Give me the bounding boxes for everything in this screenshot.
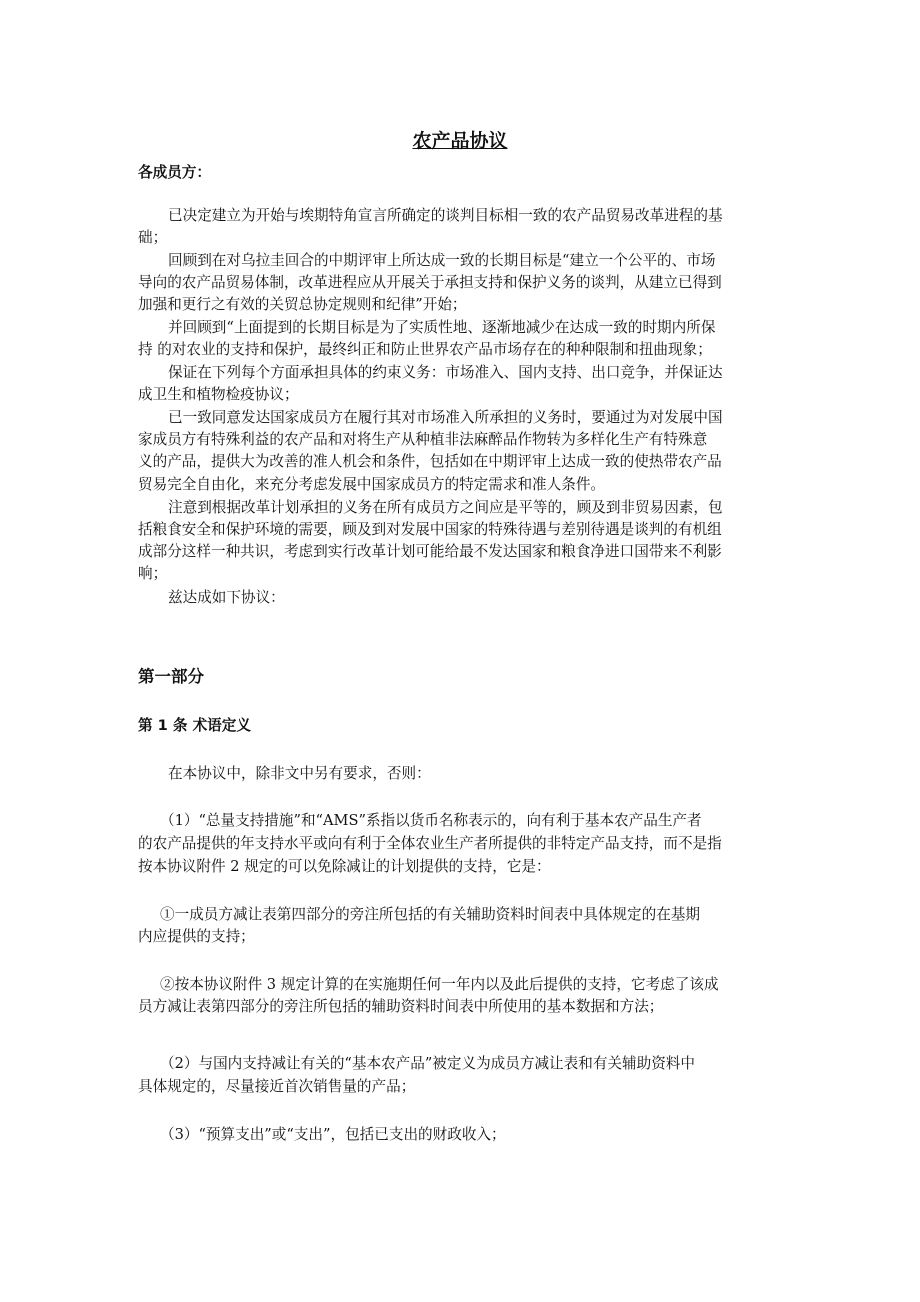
paragraph-line: 加强和更行之有效的关贸总协定规则和纪律”开始；: [138, 296, 467, 313]
paragraph-line: 贸易完全自由化，来充分考虑发展中国家成员方的特定需求和准人条件。: [138, 476, 606, 493]
paragraph-line: （2）与国内支持减让有关的“基本农产品”被定义为成员方减让表和有关辅助资料中: [160, 1055, 695, 1072]
paragraph-line: 员方减让表第四部分的旁注所包括的辅助资料时间表中所使用的基本数据和方法；: [138, 998, 664, 1015]
document-title: 农产品协议: [412, 130, 508, 152]
salutation: 各成员方：: [138, 164, 211, 181]
part-heading: 第一部分: [138, 667, 204, 686]
paragraph-line: 持 的对农业的支持和保护，最终纠正和防止世界农产品市场存在的种种限制和扭曲现象；: [138, 341, 712, 358]
paragraph-line: 按本协议附件 2 规定的可以免除减让的计划提供的支持，它是：: [138, 858, 551, 875]
paragraph-line: 具体规定的，尽量接近首次销售量的产品；: [138, 1078, 416, 1095]
paragraph-line: 内应提供的支持；: [138, 928, 255, 945]
paragraph-line: 义的产品，提供大为改善的准人机会和条件，包括如在中期评审上达成一致的使热带农产品: [138, 453, 722, 470]
paragraph-line: 已一致同意发达国家成员方在履行其对市场准入所承担的义务时，要通过为对发展中国: [168, 409, 723, 426]
paragraph-line: 成部分这样一种共识，考虑到实行改革计划可能给最不发达国家和粮食净进口国带来不利影: [138, 543, 722, 560]
paragraph-line: 括粮食安全和保护环境的需要，顾及到对发展中国家的特殊待遇与差别待遇是谈判的有机组: [138, 521, 722, 538]
paragraph-line: 回顾到在对乌拉圭回合的中期评审上所达成一致的长期目标是“建立一个公平的、市场: [168, 252, 716, 269]
paragraph-line: （1）“总量支持措施”和“AMS”系指以货币名称表示的，向有利于基本农产品生产者: [160, 812, 702, 829]
paragraph-line: 并回顾到“上面提到的长期目标是为了实质性地、逐渐地减少在达成一致的时期内所保: [168, 319, 716, 336]
paragraph-line: 保证在下列每个方面承担具体的约束义务：市场准入、国内支持、出口竞争，并保证达: [168, 364, 723, 381]
paragraph-line: （3）“预算支出”或“支出”，包括已支出的财政收入；: [160, 1126, 506, 1143]
paragraph-line: 注意到根据改革计划承担的义务在所有成员方之间应是平等的，顾及到非贸易因素，包: [168, 499, 723, 516]
paragraph-line: 础；: [138, 229, 168, 246]
paragraph-line: 成卫生和植物检疫协议；: [138, 386, 299, 403]
paragraph-line: 兹达成如下协议：: [168, 589, 285, 606]
paragraph-line: ①一成员方减让表第四部分的旁注所包括的有关辅助资料时间表中具体规定的在基期: [160, 906, 700, 923]
paragraph-line: ②按本协议附件 3 规定计算的在实施期任何一年内以及此后提供的支持，它考虑了该成: [160, 976, 719, 993]
paragraph-line: 响；: [138, 565, 168, 582]
paragraph-line: 的农产品提供的年支持水平或向有利于全体农业生产者所提供的非特定产品支持，而不是指: [138, 835, 722, 852]
paragraph-line: 家成员方有特殊利益的农产品和对将生产从种植非法麻醉品作物转为多样化生产有特殊意: [138, 431, 708, 448]
paragraph-line: 导向的农产品贸易体制，改革进程应从开展关于承担支持和保护义务的谈判，从建立已得到: [138, 274, 722, 291]
article-heading: 第 1 条 术语定义: [138, 717, 251, 734]
paragraph-line: 在本协议中，除非文中另有要求，否则：: [168, 765, 431, 782]
paragraph-line: 已决定建立为开始与埃期特角宣言所确定的谈判目标相一致的农产品贸易改革进程的基: [168, 207, 723, 224]
